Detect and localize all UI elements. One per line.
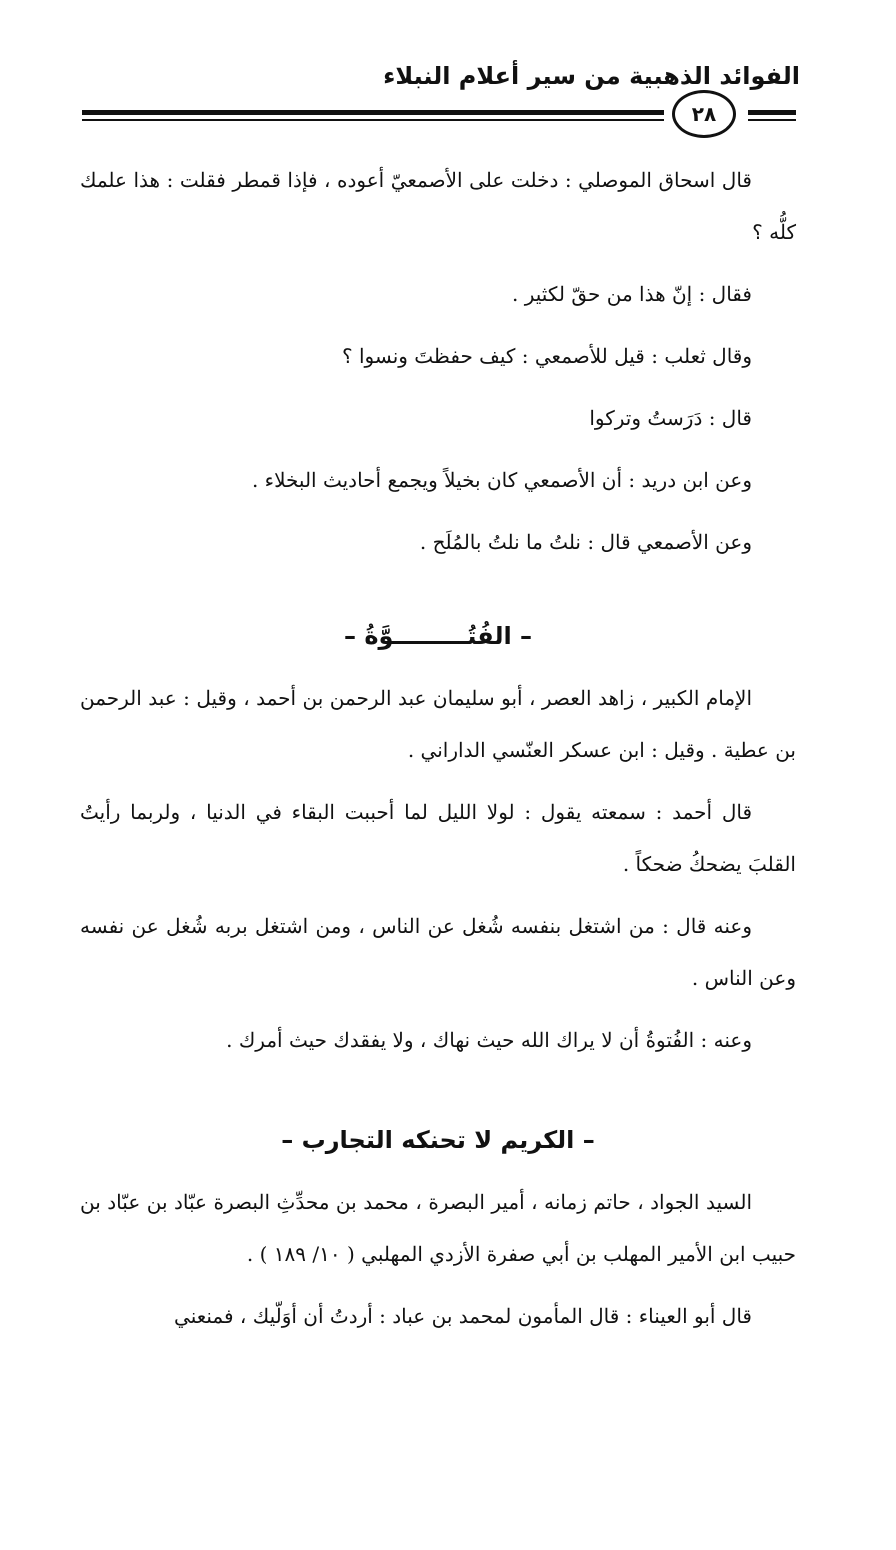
paragraph: فقال : إنّ هذا من حقّ لكثير . (512, 282, 752, 306)
paragraph: وعنه : الفُتوةُ أن لا يراك الله حيث نهاك ، ولا يفقدك حيث أمرك . (226, 1028, 752, 1052)
paragraph: قال : دَرَستُ وتركوا (589, 406, 752, 430)
paragraph: وعن ابن دريد : أن الأصمعي كان بخيلاً ويجمع أحاديث البخلاء . (251, 468, 752, 492)
header-rule-short-thin (748, 119, 796, 121)
section-asmai (80, 154, 796, 568)
section-futuwwa (80, 606, 796, 1066)
header-rule-short-thick (748, 110, 796, 115)
paragraph: قال أبو العيناء : قال المأمون لمحمد بن عباد : أردتُ أن أوَلّيك ، فمنعني (174, 1304, 752, 1328)
section-heading: – الكريم لا تحنكه التجارب – (281, 1126, 595, 1154)
paragraph: وعن الأصمعي قال : نلتُ ما نلتُ بالمُلَح . (419, 530, 752, 554)
paragraph: وقال ثعلب : قيل للأصمعي : كيف حفظتَ ونسوا ؟ (342, 344, 752, 368)
running-title: الفوائد الذهبية من سير أعلام النبلاء (383, 62, 800, 90)
paragraph: الإمام الكبير ، زاهد العصر ، أبو سليمان عبد الرحمن بن أحمد ، وقيل : عبد الرحمن بن عطية . وقيل : ابن عسكر العنّسي الداراني . (80, 686, 796, 762)
page-number: ٢٨ (672, 90, 736, 138)
section-karim (80, 1110, 796, 1342)
header-rule-thick (82, 110, 664, 115)
paragraph: قال أحمد : سمعته يقول : لولا الليل لما أحببت البقاء في الدنيا ، ولربما رأيتُ القلبَ يضحكُ ضحكاً . (80, 800, 796, 876)
header-rule-thin (82, 119, 664, 121)
section-heading: – الفُتُـــــــــوَّةُ – (343, 622, 533, 650)
paragraph: السيد الجواد ، حاتم زمانه ، أمير البصرة ، محمد بن محدِّثِ البصرة عبّاد بن عبّاد بن حبيب ابن الأمير المهلب بن أبي صفرة الأزدي المهلبي ( ١٠/ ١٨٩ ) . (80, 1190, 796, 1266)
paragraph: قال اسحاق الموصلي : دخلت على الأصمعيّ أعوده ، فإذا قمطر فقلت : هذا علمك كلُّه ؟ (80, 168, 796, 244)
paragraph: وعنه قال : من اشتغل بنفسه شُغل عن الناس ، ومن اشتغل بربه شُغل عن نفسه وعن الناس . (80, 914, 796, 990)
